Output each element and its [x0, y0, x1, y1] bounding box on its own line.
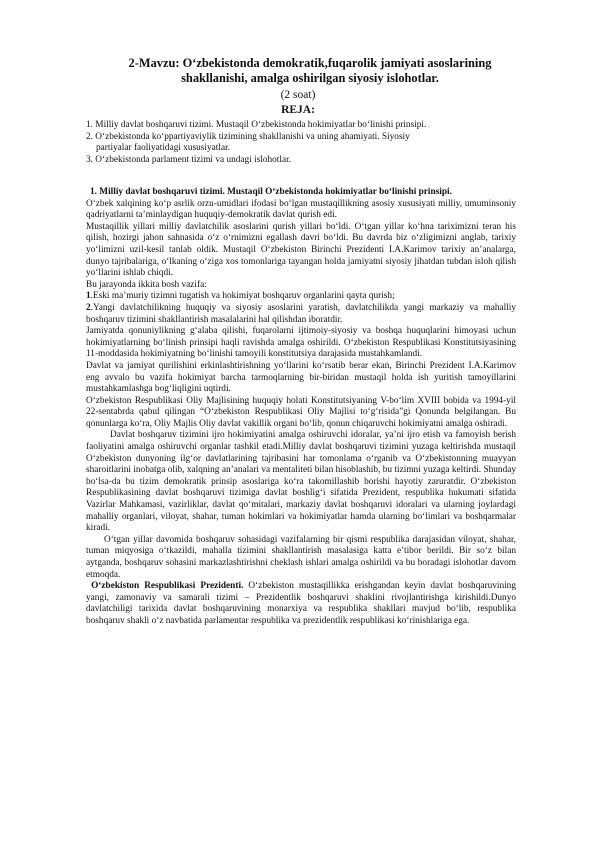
hours-label: (2 soat) — [280, 89, 316, 101]
paragraph-10: O‘tgan yillar davomida boshqaruv sohasidagi vazifalarning bir qismi respublika darajasidan viloyat, shahar, tuman miqyosiga o‘tkazildi, mahalla tizimini shakllantirish masalasiga katta e’tibor berildi. Bir so‘z bilan aytganda, boshqaruv sohasini markazlashtirishni cheklash ishlari amalga oshirildi va bu boradagi islohotlar davom etmoqda. — [86, 534, 516, 580]
paragraph-6: Jamiyatda qonuniylikning g‘alaba qilishi, fuqarolarni ijtimoiy-siyosiy va boshqa huquqlarini himoyasi uchun hokimiyatlarning bo‘linish prinsipi haqli ravishda amalga oshirildi. O‘zbekiston Respublikasi Konstitutsiyasining 11-moddasida hokimiyatning bo‘linishi tamoyili konstitutsiya darajasida mustahkamlandi. — [86, 326, 516, 360]
paragraph-9: Davlat boshqaruv tizimini ijro hokimiyatini amalga oshiruvchi idoralar, ya’ni ijro etish va famoyish berish faoliyatini amalga oshiruvchi organlar tashkil etadi.Milliy davlat boshqaruvi tizimini yuzaga keltirishda mustaqil O‘zbekiston dunyoning ilg‘or davlatlarining tajribasini har tomonlama o‘rganib va O‘zbekistonning muayyan sharoitlarini inobatga olib, xalqning an’analari va mentaliteti bilan hisoblashib, bu tizimni yuzaga keltirdi. Shunday bo‘lsa-da bu tizim demokratik prinsip asoslariga ko‘ra takomillashib borishi hayotiy zaruratdir. O‘zbekiston Respublikasining davlat boshqaruvi tizimiga davlat boshlig‘i sifatida Prezident, respublika hukumati sifatida Vazirlar Mahkamasi, vazirliklar, davlat qo‘mitalari, markaziy davlat boshqaruvi idoralari va ularning joylardagi mahalliy organlari, viloyat, shahar, tuman hokimlari va hokimiyatlar hamda ularning bo‘limlari va boshqarmalar kiradi. — [86, 430, 516, 534]
paragraph-11: O‘zbekiston Respublikasi Prezidenti. O‘zbekiston mustaqillikka erishgandan keyin davlat boshqaruvining yangi, zamonaviy va samarali tizimi – Prezidentlik boshqaruvi shaklini rivojlantirishga kirishildi.Dunyo davlatchiligi tarixida davlat boshqaruvining monarxiya va respublika shakllari mavjud bo‘lib, respublika boshqaruv shakli o‘z navbatida parlamentar respublika va prezidentlik respublikasi ko‘rinishlariga ega. — [86, 581, 516, 626]
paragraph-3: Bu jarayonda ikkita bosh vazifa: — [86, 279, 207, 290]
page-title: 2-Mavzu: O‘zbekistonda demokratik,fuqarolik jamiyati asoslarining shakllanishi, amalga oshirilgan siyosiy islohotlar. — [128, 56, 492, 85]
title-line-1: 2-Mavzu: O‘zbekistonda demokratik,fuqarolik jamiyati asoslarining — [128, 56, 492, 70]
paragraph-8: O‘zbekiston Respublikasi Oliy Majlisining huquqiy holati Konstitutsiyaning V-bo‘lim XVIII bobida va 1994-yil 22-sentabrda qabul qilingan “O‘zbekiston Respublikasi Oliy Majlisi to‘g‘risida”gi Qonunda belgilangan. Bu qonunlarga ko‘ra, Oliy Majlis Oliy davlat vakillik organi bo‘lib, qonun chiqaruvchi hokimiyatni amalga oshiradi. — [86, 395, 516, 429]
plan-item-2-continued: partiyalar faoliyatidagi xususiyatlar. — [96, 143, 230, 154]
president-heading: O‘zbekiston Respublikasi Prezidenti. — [91, 581, 244, 592]
plan-item-2: 2. O‘zbekistonda ko‘ppartiyaviylik tizimining shakllanishi va uning ahamiyati. Siyosiy — [86, 131, 410, 142]
paragraph-1: O‘zbek xalqining ko‘p asrlik orzu-umidlari ifodasi bo‘lgan mustaqillikning asosiy xususiyati milliy, umuminsoniy qadriyatlarni ta’minlaydigan huquqiy-demokratik davlat qurish edi. — [86, 198, 516, 221]
plan-list — [86, 120, 516, 166]
section-body — [86, 187, 516, 628]
task-item-1: 1.Eski ma’muriy tizimni tugatish va hokimiyat boshqaruv organlarini qayta qurish; — [86, 291, 395, 302]
plan-heading: REJA: — [281, 104, 315, 116]
title-line-2: shakllanishi, amalga oshirilgan siyosiy islohotlar — [181, 71, 436, 85]
paragraph-7: Davlat va jamiyat qurilishini erkinlashtirishning yo‘llarini ko‘rsatib berar ekan, Birinchi Prezident I.A.Karimov eng avvalo bu vazifa hokimiyat barcha tarmoqlarning bir-biridan mustaqil holda ish yuritish tamoyillarini mustahkamlashga bog‘liqligini uqtirdi. — [86, 360, 516, 395]
plan-item-3: 3. O‘zbekistonda parlament tizimi va undagi islohotlar. — [86, 154, 291, 165]
task-item-2: 2.Yangi davlatchilikning huquqiy va siyosiy asoslarini yaratish, davlatchilikda yangi markaziy va mahalliy boshqaruv tizimini shakllantirish masalalarini hal qilishdan iboratdir. — [86, 302, 516, 325]
plan-item-1: 1. Milliy davlat boshqaruvi tizimi. Mustaqil O‘zbekistonda hokimiyatlar bo‘linishi prinsipi. — [86, 120, 427, 130]
section-heading: 1. Milliy davlat boshqaruvi tizimi. Mustaqil O‘zbekistonda hokimiyatlar bo‘linishi prinsipi. — [90, 187, 452, 197]
paragraph-2: Mustaqillik yillari milliy davlatchilik asoslarini qurish yillari bo‘ldi. O‘tgan yillar ko‘hna tariximizni teran his qilish, hozirgi jahon sahnasida o‘z o‘rnimizni egallash davri bo‘ldi. Bu davrda biz o‘zligimizni anglab, tarixiy yo‘limizni uzil-kesil tanlab oldik. Mustaqil O‘zbekiston Birinchi Prezidenti I.A.Karimov tarixiy an’analarga, dunyo tajribalariga, o‘lkaning o‘ziga xos tomonlariga tayangan holda jamiyatni siyosiy jihatdan tubdan isloh qilish yo‘llarini ishlab chiqdi. — [86, 221, 516, 279]
